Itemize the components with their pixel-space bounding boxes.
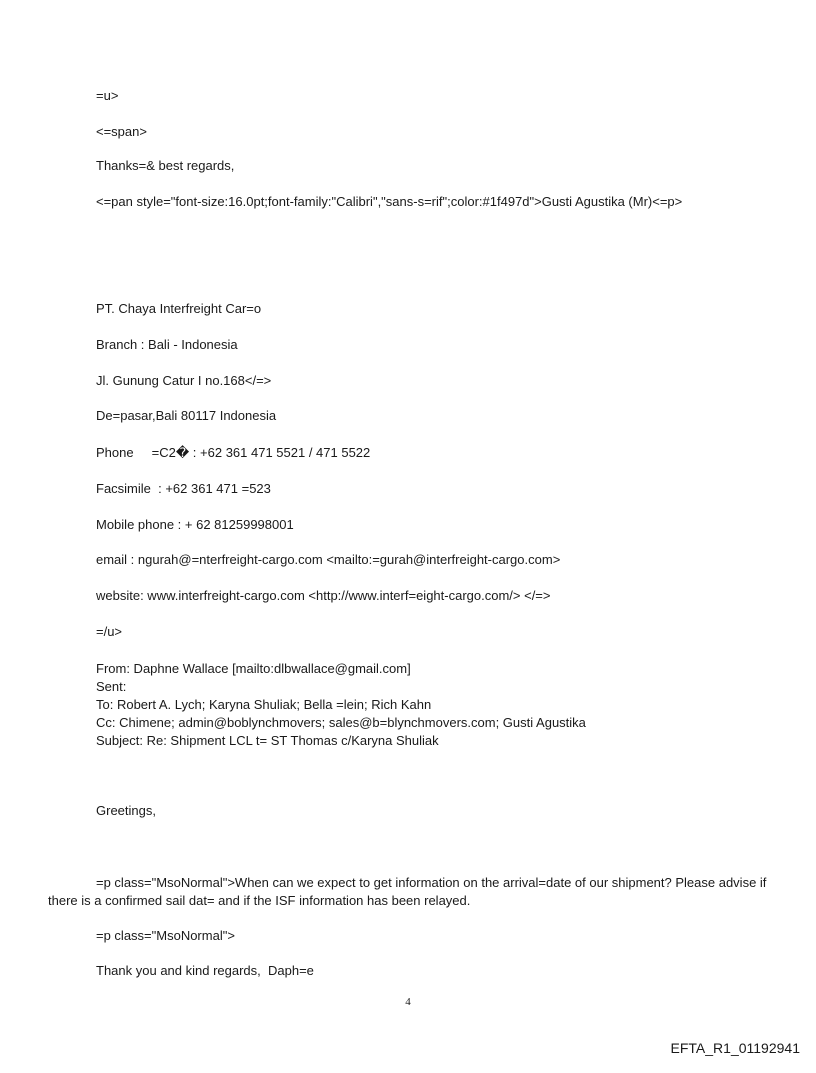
- email-header: [96, 660, 586, 750]
- branch-line: Branch : Bali - Indonesia: [96, 337, 238, 352]
- company-name: PT. Chaya Interfreight Car=o: [96, 301, 262, 316]
- closing-line: Thank you and kind regards, Daph=e: [96, 963, 314, 978]
- phone-line: Phone =C2� : +62 361 471 5521 / 471 5522: [96, 445, 371, 460]
- u-open-tag: =u>: [96, 88, 119, 103]
- page-number: 4: [405, 996, 411, 1008]
- question-paragraph: =p class="MsoNormal">When can we expect to get information on the arrival=date of our shipment? Please advise if there is a confirmed sail dat= and if the ISF information has been relayed.: [48, 875, 767, 908]
- header-to: To: Robert A. Lych; Karyna Shuliak; Bella =lein; Rich Kahn: [96, 697, 432, 712]
- street-line: Jl. Gunung Catur I no.168</=>: [96, 373, 272, 388]
- signature-span-line: <=pan style="font-size:16.0pt;font-family:"Calibri","sans-s=rif";color:#1f497d">Gusti Agustika (Mr)<=p>: [96, 194, 683, 209]
- u-close-tag: =/u>: [96, 624, 123, 639]
- mobile-line: Mobile phone : + 62 81259998001: [96, 517, 294, 532]
- header-from: From: Daphne Wallace [mailto:dlbwallace@gmail.com]: [96, 661, 411, 676]
- email-line: email : ngurah@=nterfreight-cargo.com <mailto:=gurah@interfreight-cargo.com>: [96, 552, 561, 567]
- city-line: De=pasar,Bali 80117 Indonesia: [96, 408, 277, 423]
- header-cc: Cc: Chimene; admin@boblynchmovers; sales@b=blynchmovers.com; Gusti Agustika: [96, 715, 586, 730]
- facsimile-line: Facsimile : +62 361 471 =523: [96, 481, 271, 496]
- header-subject: Subject: Re: Shipment LCL t= ST Thomas c/Karyna Shuliak: [96, 733, 439, 748]
- document-id-footer: EFTA_R1_01192941: [670, 1040, 800, 1056]
- thanks-line: Thanks=& best regards,: [96, 158, 235, 173]
- span-open-tag: <=span>: [96, 124, 147, 139]
- header-sent: Sent:: [96, 679, 127, 694]
- website-line: website: www.interfreight-cargo.com <http://www.interf=eight-cargo.com/> </=>: [96, 588, 551, 603]
- greeting-line: Greetings,: [96, 803, 156, 818]
- mso-tag-line: =p class="MsoNormal">: [96, 928, 235, 943]
